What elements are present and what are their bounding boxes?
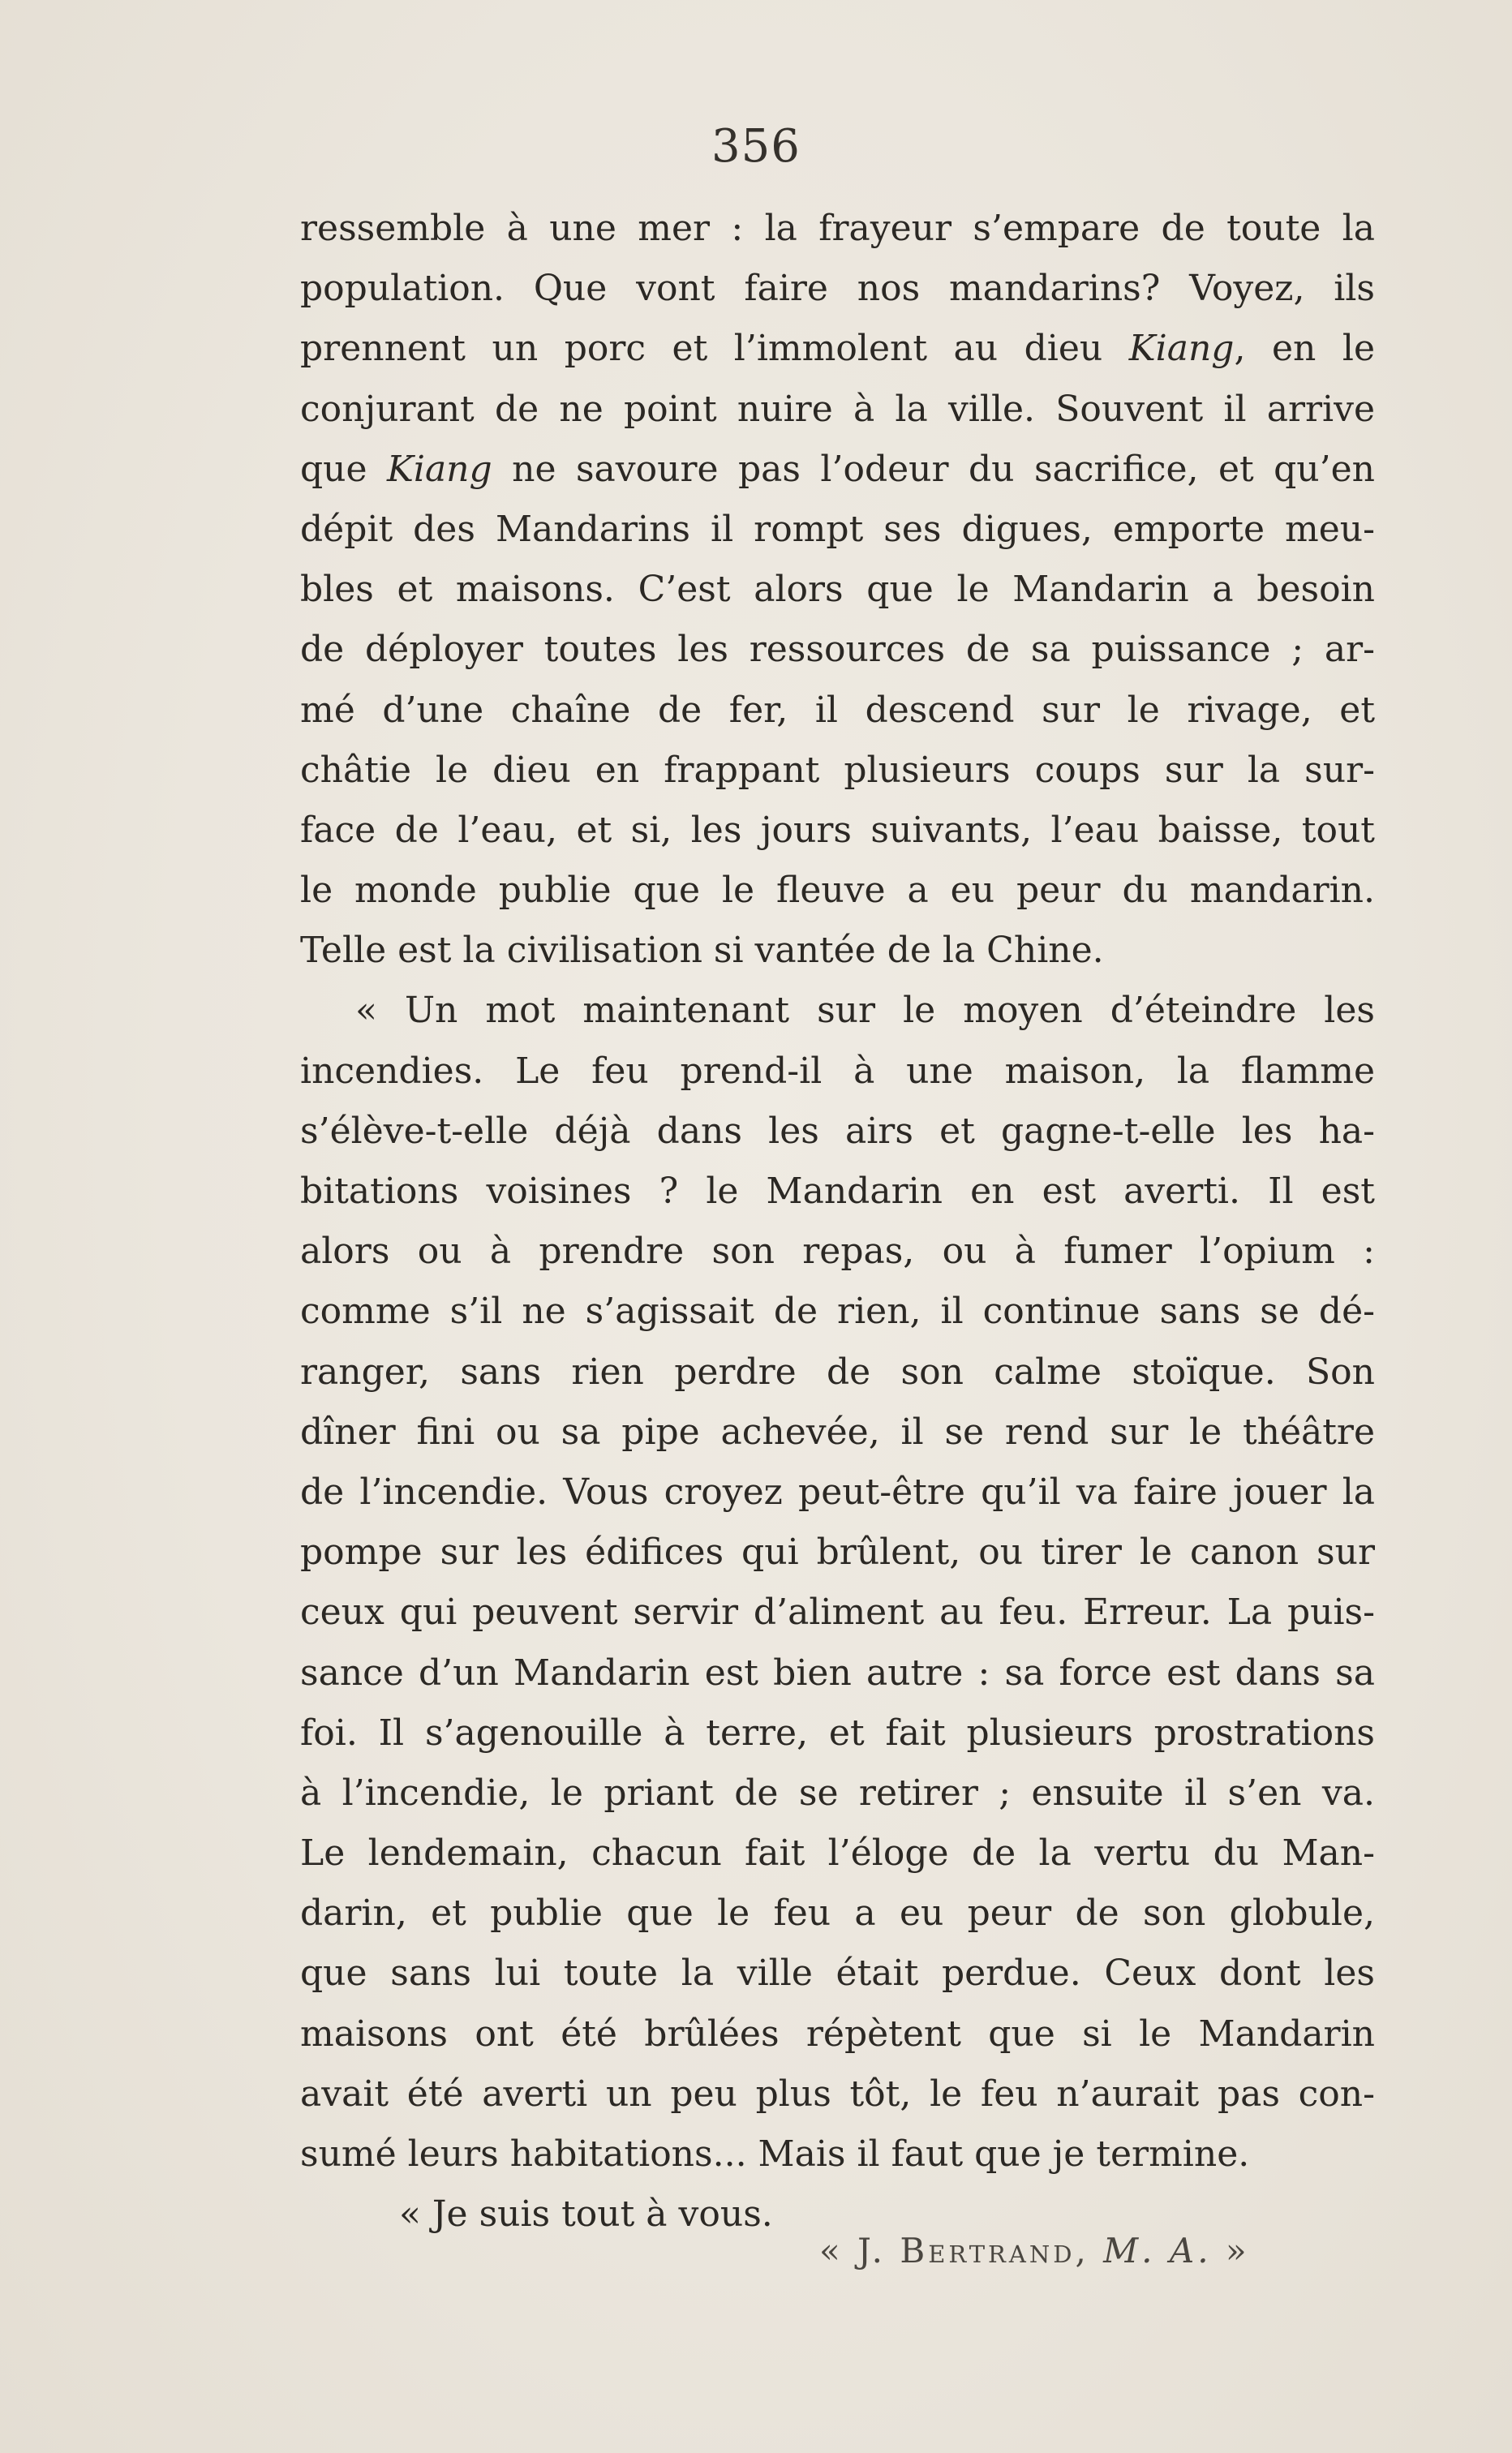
text-line: foi. Il s’agenouille à terre, et fait plusieurs prostrations [300,1712,1375,1754]
text-line: que Kiang ne savoure pas l’odeur du sacrifice, et qu’en [300,448,1375,490]
signature [819,2231,1250,2270]
text-line: ressemble à une mer : la frayeur s’empare de toute la [300,208,1375,249]
text-line: sance d’un Mandarin est bien autre : sa force est dans sa [300,1652,1375,1694]
signature-name: J. Bertrand [857,2231,1076,2270]
signature-open-quote: « [819,2231,844,2270]
text-line: Telle est la civilisation si vantée de la Chine. [300,930,1104,972]
text-line: prennent un porc et l’immolent au dieu Kiang, en le [300,328,1375,370]
text-line: de déployer toutes les ressources de sa puissance ; ar- [300,629,1375,671]
text-line: dépit des Mandarins il rompt ses digues, emporte meu- [300,508,1375,550]
text-line: de l’incendie. Vous croyez peut-être qu’il va faire jouer la [300,1471,1375,1513]
text-line: incendies. Le feu prend-il à une maison, la flamme [300,1050,1375,1092]
text-line: « Un mot maintenant sur le moyen d’éteindre les [355,990,1375,1032]
text-line: châtie le dieu en frappant plusieurs coups sur la sur- [300,749,1375,791]
page-number: 356 [711,120,801,173]
body-text [300,199,1375,2245]
closing-line: « Je suis tout à vous. [399,2193,773,2236]
text-line: à l’incendie, le priant de se retirer ; ensuite il s’en va. [300,1772,1375,1814]
text-line: Le lendemain, chacun fait l’éloge de la vertu du Man- [300,1832,1375,1875]
signature-close-quote: » [1225,2231,1250,2270]
text-line: maisons ont été brûlées répètent que si le Mandarin [300,2013,1375,2055]
text-line: alors ou à prendre son repas, ou à fumer l’opium : [300,1231,1375,1273]
text-line: le monde publie que le fleuve a eu peur du mandarin. [300,870,1375,912]
text-line: comme s’il ne s’agissait de rien, il continue sans se dé- [300,1291,1375,1333]
text-line: conjurant de ne point nuire à la ville. Souvent il arrive [300,388,1375,430]
text-line: que sans lui toute la ville était perdue. Ceux dont les [300,1953,1375,1995]
text-line: s’élève-t-elle déjà dans les airs et gagne-t-elle les ha- [300,1110,1375,1152]
text-line: ceux qui peuvent servir d’aliment au feu. Erreur. La puis- [300,1592,1375,1634]
text-line: avait été averti un peu plus tôt, le feu n’aurait pas con- [300,2073,1375,2115]
text-line: mé d’une chaîne de fer, il descend sur le rivage, et [300,689,1375,731]
text-line: dîner fini ou sa pipe achevée, il se rend sur le théâtre [300,1411,1375,1453]
signature-initials: M. A. [1103,2231,1212,2270]
text-line: bitations voisines ? le Mandarin en est averti. Il est [300,1171,1375,1212]
text-line: ranger, sans rien perdre de son calme stoïque. Son [300,1351,1375,1393]
signature-separator: , [1075,2231,1089,2270]
text-line: sumé leurs habitations... Mais il faut que je termine. [300,2133,1250,2175]
text-line: darin, et publie que le feu a eu peur de son globule, [300,1892,1375,1935]
text-line: face de l’eau, et si, les jours suivants, l’eau baisse, tout [300,809,1375,851]
text-line: pompe sur les édifices qui brûlent, ou tirer le canon sur [300,1532,1375,1574]
text-line: population. Que vont faire nos mandarins? Voyez, ils [300,268,1375,310]
text-line: bles et maisons. C’est alors que le Mandarin a besoin [300,569,1375,611]
